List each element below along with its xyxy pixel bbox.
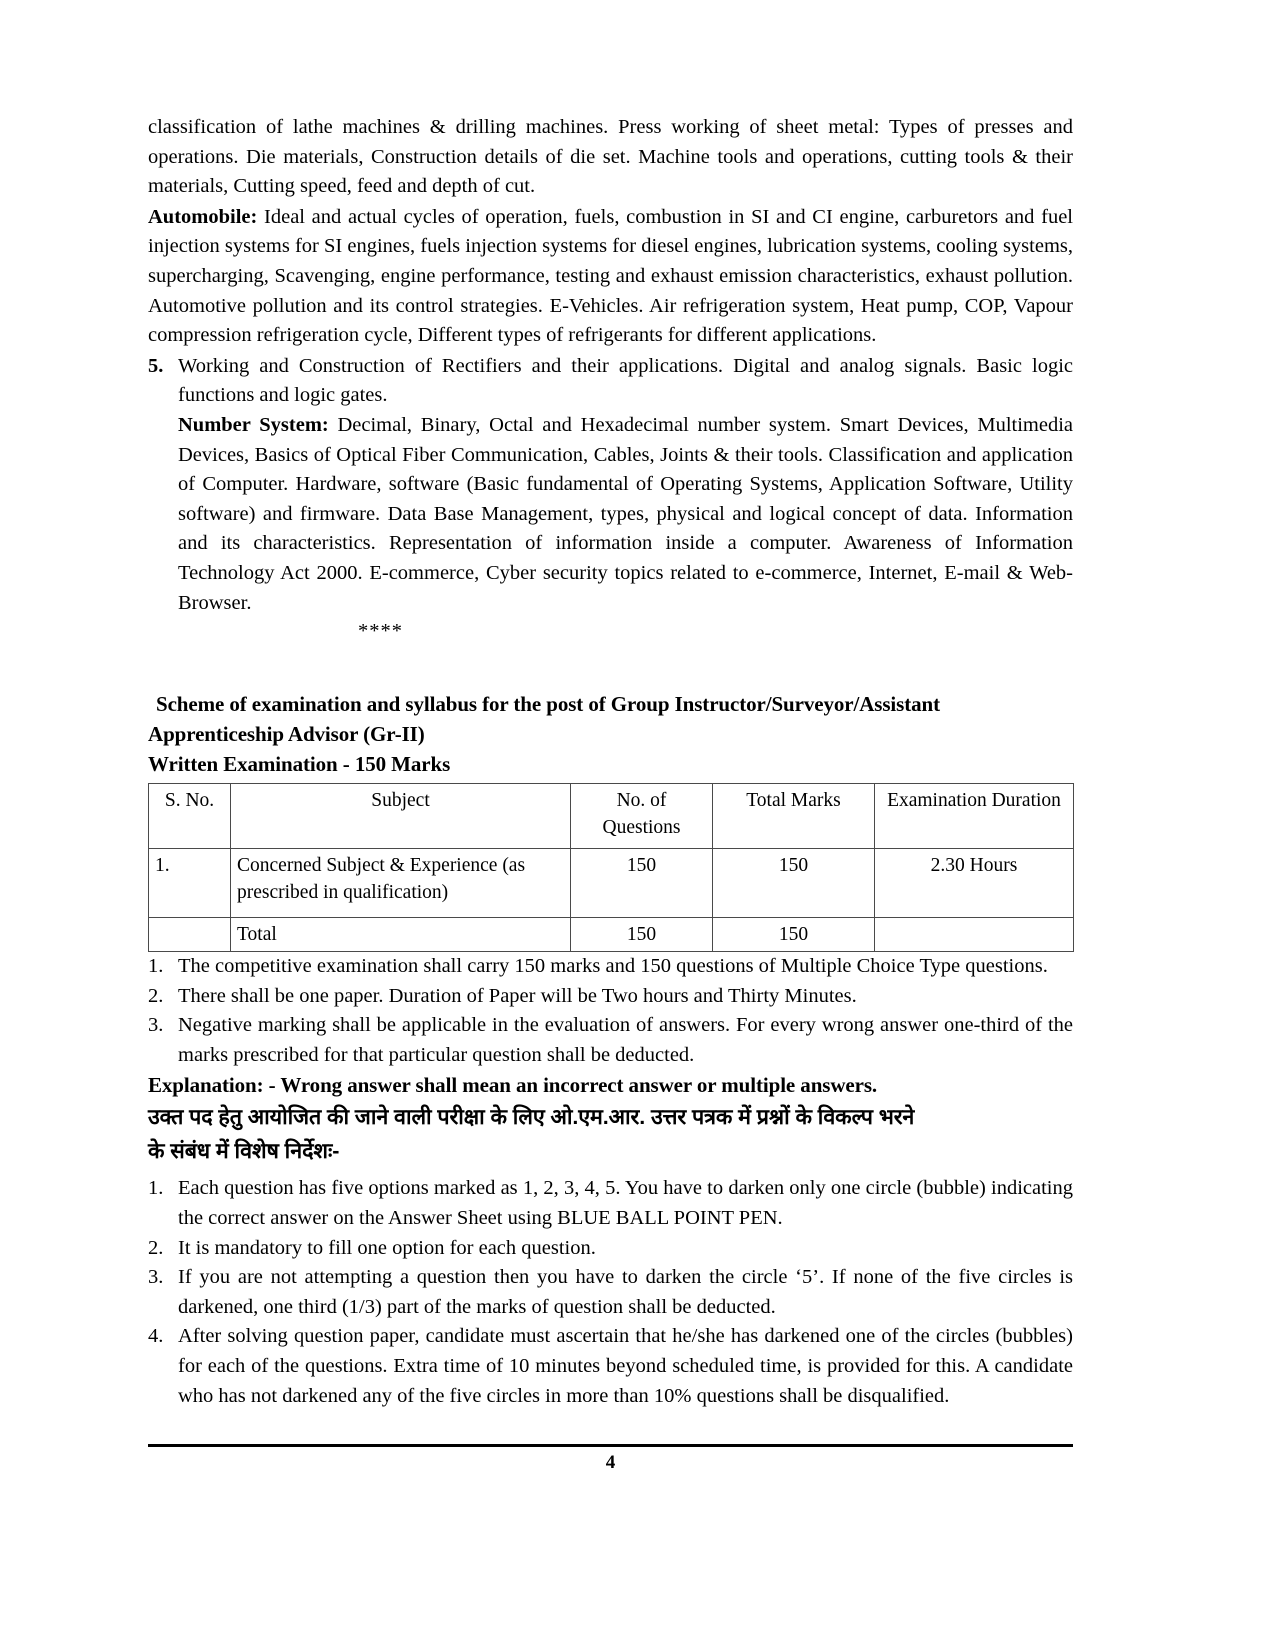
list-item	[148, 952, 1073, 982]
omr-instruction-text: Each question has five options marked as 1, 2, 3, 4, 5. You have to darken only one circle (bubble) indicating the correct answer on the Answer Sheet using BLUE BALL POINT PEN.	[178, 1177, 1073, 1230]
note-number: 3.	[148, 1014, 164, 1037]
omr-instruction-text: After solving question paper, candidate must ascertain that he/she has darkened one of the circles (bubbles) for each of the questions. Extra time of 10 minutes beyond scheduled time, is provided for this. A candidate who has not darkened any of the five circles in more than 10% questions shall be disqualified.	[178, 1325, 1073, 1407]
table-row-total	[149, 918, 1074, 952]
note-text: The competitive examination shall carry 150 marks and 150 questions of Multiple Choice Type questions.	[178, 955, 1048, 978]
column-header-duration: Examination Duration	[875, 784, 1074, 849]
section-separator: ****	[358, 620, 403, 643]
exam-notes-list	[148, 952, 1073, 1070]
omr-instruction-number: 2.	[148, 1236, 164, 1259]
note-text: Negative marking shall be applicable in the evaluation of answers. For every wrong answer one-third of the marks prescribed for that particular question shall be deducted.	[178, 1014, 1073, 1066]
column-header-total-marks: Total Marks	[713, 784, 875, 849]
syllabus-item-5-text: Working and Construction of Rectifiers and their applications. Digital and analog signals. Basic logic functions and logic gates.	[178, 354, 1073, 407]
list-item	[148, 1322, 1073, 1411]
list-item	[148, 1234, 1073, 1264]
table-row	[149, 849, 1074, 918]
cell-total-marks: 150	[713, 849, 875, 918]
note-number: 1.	[148, 955, 164, 978]
omr-instruction-number: 3.	[148, 1266, 164, 1289]
column-header-sno: S. No.	[149, 784, 231, 849]
scheme-title-line-1: Scheme of examination and syllabus for the post of Group Instructor/Surveyor/Assistant	[156, 692, 940, 717]
list-item	[148, 1174, 1073, 1233]
list-item	[148, 1011, 1073, 1070]
omr-instruction-number: 1.	[148, 1177, 164, 1200]
scheme-table	[148, 783, 1074, 952]
syllabus-continued-paragraph: classification of lathe machines & drilling machines. Press working of sheet metal: Types of presses and operations. Die materials, Construction details of die set. Machine tools and operations, cutting tools & their materials, Cutting speed, feed and depth of cut.	[148, 116, 1073, 198]
cell-sno: 1.	[149, 849, 231, 918]
written-examination-subtitle: Written Examination - 150 Marks	[148, 752, 451, 777]
page-content	[148, 113, 1073, 1411]
cell-subject-total: Total	[231, 918, 571, 952]
note-text: There shall be one paper. Duration of Paper will be Two hours and Thirty Minutes.	[178, 984, 857, 1007]
cell-questions-total: 150	[571, 918, 713, 952]
number-system-paragraph	[148, 411, 1073, 618]
cell-duration-total	[875, 918, 1074, 952]
cell-sno-total	[149, 918, 231, 952]
number-system-label: Number System:	[178, 413, 329, 436]
column-header-subject: Subject	[231, 784, 571, 849]
page-number: 4	[605, 1452, 616, 1473]
table-header-row	[149, 784, 1074, 849]
automobile-text: Ideal and actual cycles of operation, fuels, combustion in SI and CI engine, carburetors and fuel injection systems for SI engines, fuels injection systems for diesel engines, lubrication systems, cooling systems, supercharging, Scavenging, engine performance, testing and exhaust emission characteristics, exhaust pollution. Automotive pollution and its control strategies. E-Vehicles. Air refrigeration system, Heat pump, COP, Vapour compression refrigeration cycle, Different types of refrigerants for different applications.	[148, 205, 1073, 347]
number-system-text: Decimal, Binary, Octal and Hexadecimal number system. Smart Devices, Multimedia Devices, Basics of Optical Fiber Communication, Cables, Joints & their tools. Classification and application of Computer. Hardware, software (Basic fundamental of Operating Systems, Application Software, Utility software) and firmware. Data Base Management, types, physical and logical concept of data. Information and its characteristics. Representation of information inside a computer. Awareness of Information Technology Act 2000. E-commerce, Cyber security topics related to e-commerce, Internet, E-mail & Web-Browser.	[178, 413, 1074, 614]
cell-questions: 150	[571, 849, 713, 918]
cell-duration: 2.30 Hours	[875, 849, 1074, 918]
list-item	[148, 1263, 1073, 1322]
hindi-instruction-line-2: के संबंध में विशेष निर्देशः-	[148, 1139, 340, 1164]
cell-subject: Concerned Subject & Experience (as prescribed in qualification)	[231, 849, 571, 918]
omr-instruction-number: 4.	[148, 1325, 164, 1348]
scheme-title-line-2: Apprenticeship Advisor (Gr-II)	[148, 722, 425, 747]
syllabus-item-5	[148, 352, 1073, 411]
syllabus-item-5-number: 5.	[148, 354, 164, 377]
list-item	[148, 982, 1073, 1012]
footer-divider	[148, 1444, 1073, 1447]
hindi-instruction-line-1: उक्त पद हेतु आयोजित की जाने वाली परीक्षा के लिए ओ.एम.आर. उत्तर पत्रक में प्रश्नों के विकल्प भरने	[148, 1105, 915, 1130]
omr-instruction-text: If you are not attempting a question then you have to darken the circle ‘5’. If none of the five circles is darkened, one third (1/3) part of the marks of question shall be deducted.	[178, 1266, 1073, 1318]
cell-total-marks-total: 150	[713, 918, 875, 952]
note-number: 2.	[148, 984, 164, 1007]
automobile-paragraph	[148, 203, 1073, 351]
explanation-line: Explanation: - Wrong answer shall mean an incorrect answer or multiple answers.	[148, 1073, 878, 1098]
column-header-questions: No. of Questions	[571, 784, 713, 849]
vertical-spacer	[148, 643, 1073, 689]
omr-instruction-text: It is mandatory to fill one option for each question.	[178, 1236, 596, 1259]
automobile-label: Automobile:	[148, 205, 258, 228]
omr-instructions-list	[148, 1174, 1073, 1411]
